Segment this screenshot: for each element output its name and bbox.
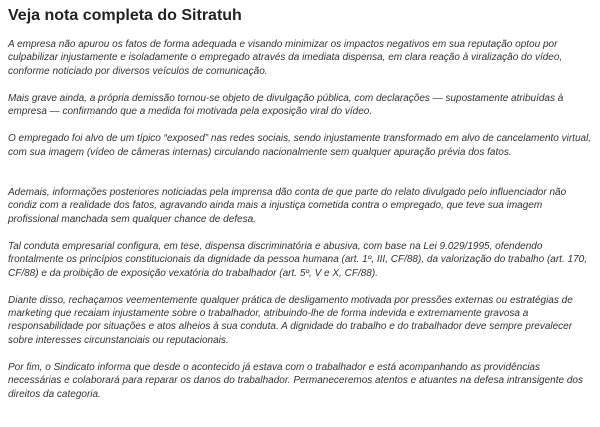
paragraph-public-dismissal: Mais grave ainda, a própria demissão tornou-se objeto de divulgação pública, com declarações — supostamente atribuídas à empresa — confirmando que a medida foi motivada pela exposição viral do vídeo.	[8, 92, 564, 118]
paragraph-rejection: Diante disso, rechaçamos veementemente qualquer prática de desligamento motivada por pressões externas ou estratégias de marketing que recaiam injustamente sobre o trabalhador, atribuindo-lhe de forma indevida e extremamente gravosa a responsabilidade por situações e atos alheios à sua conduta. A dignidade do trabalho e do trabalhador deve sempre prevalecer sobre interesses circunstanciais ou reputacionais.	[8, 294, 573, 346]
paragraph-conclusion: Por fim, o Sindicato informa que desde o acontecido já estava com o trabalhador e está acompanhando as providências necessárias e colaborará para reparar os danos do trabalhador. Permaneceremos atentos e atuantes na defesa intransigente dos direitos da categoria.	[8, 362, 583, 400]
paragraph-later-information: Ademais, informações posteriores noticiadas pela imprensa dão conta de que parte do relato divulgado pelo influenciador não condiz com a realidade dos fatos, agravando ainda mais a injustiça cometida contra o empregado, que teve sua imagem profissional manchada sem qualquer chance de defesa.	[8, 187, 567, 225]
paragraph-legal-basis: Tal conduta empresarial configura, em tese, dispensa discriminatória e abusiva, com base na Lei 9.029/1995, ofendendo frontalmente os princípios constitucionais da dignidade da pessoa humana (art. 1º, III, CF/88), da valorização do trabalho (art. 170, CF/88) e da proibição de exposição vexatória do trabalhador (art. 5º, V e X, CF/88).	[8, 240, 587, 279]
article-title: Veja nota completa do Sitratuh	[8, 7, 242, 24]
paragraph-exposed: O empregado foi alvo de um típico “exposed” nas redes sociais, sendo injustamente transformado em alvo de cancelamento virtual, com sua imagem (vídeo de câmeras internas) circulando nacionalmente sem qualquer apuração prévia dos fatos.	[8, 133, 592, 158]
paragraph-company-failure: A empresa não apurou os fatos de forma adequada e visando minimizar os impactos negativos em sua reputação optou por culpabilizar injustamente e isoladamente o empregado através da imediata dispensa, em clara reação à viralização do vídeo, conforme noticiado por diversos veículos de comunicação.	[8, 39, 563, 77]
